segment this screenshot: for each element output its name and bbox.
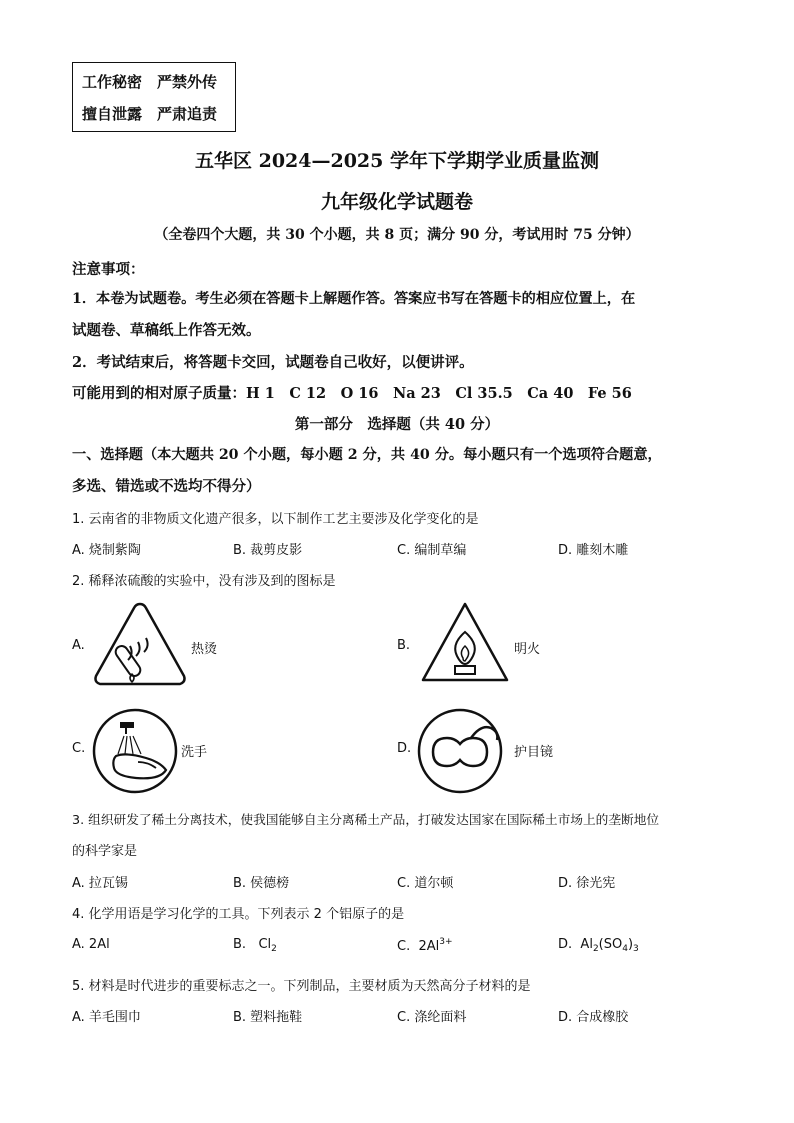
q4-option-b-subscript: 2 (271, 944, 277, 954)
q3-option-a: A. 拉瓦锡 (72, 876, 128, 891)
q4-option-d-close: ) (627, 937, 634, 952)
q1-option-d: D. 雕刻木雕 (558, 543, 629, 558)
q5-stem: 5. 材料是时代进步的重要标志之一。下列制品，主要材质为天然高分子材料的是 (72, 979, 531, 994)
q4-option-d (558, 937, 639, 954)
q4-option-d-subscript-2: 4 (622, 944, 628, 954)
q4-option-d-formula: Al (580, 937, 593, 952)
q5-option-b: B. 塑料拖鞋 (233, 1010, 303, 1025)
q2-option-b-label: 明火 (514, 642, 541, 657)
q5-option-a: A. 羊毛围巾 (72, 1010, 141, 1025)
q1-stem: 1. 云南省的非物质文化遗产很多，以下制作工艺主要涉及化学变化的是 (72, 512, 479, 527)
q4-option-d-subscript-3: 3 (633, 944, 639, 954)
note-1-line-2: 试题卷、草稿纸上作答无效。 (72, 322, 261, 339)
q4-option-b (233, 937, 277, 954)
open-flame-warning-icon (419, 600, 511, 686)
q2-stem: 2. 稀释浓硫酸的实验中，没有涉及到的图标是 (72, 574, 336, 589)
section1-line-1: 一、选择题（本大题共 20 个小题，每小题 2 分，共 40 分。每小题只有一个选项符合题意， (72, 447, 662, 463)
q1-option-a: A. 烧制紫陶 (72, 543, 141, 558)
q5-option-d: D. 合成橡胶 (558, 1010, 629, 1025)
exam-subject-title: 九年级化学试题卷 (320, 191, 473, 213)
q3-option-c: C. 道尔顿 (397, 876, 454, 891)
q4-option-d-paren: (SO (598, 937, 623, 952)
q2-option-d-label: 护目镜 (514, 745, 554, 760)
q2-option-b-letter: B. (397, 638, 411, 653)
q4-option-b-letter: B. (233, 937, 247, 952)
exam-title: 五华区 2024—2025 学年下学期学业质量监测 (195, 150, 599, 172)
q2-option-a-label: 热烫 (191, 642, 218, 657)
confidential-line-1: 工作秘密 严禁外传 (82, 73, 218, 91)
hand-wash-icon (90, 706, 180, 796)
note-1-line-1: 1．本卷为试题卷。考生必须在答题卡上解题作答。答案应书写在答题卡的相应位置上，在 (72, 291, 636, 307)
note-2: 2．考试结束后，将答题卡交回，试题卷自己收好，以便讲评。 (72, 354, 474, 371)
q4-option-d-letter: D. (558, 937, 573, 952)
confidential-line-2: 擅自泄露 严肃追责 (82, 105, 218, 123)
section1-line-2: 多选、错选或不选均不得分） (72, 478, 261, 495)
q3-option-d: D. 徐光宪 (558, 876, 616, 891)
q2-option-a-letter: A. (72, 638, 85, 653)
q4-option-d-subscript-1: 2 (592, 944, 599, 954)
q1-option-c: C. 编制草编 (397, 543, 467, 558)
q2-option-d-letter: D. (397, 741, 412, 756)
q4-stem: 4. 化学用语是学习化学的工具。下列表示 2 个铝原子的是 (72, 907, 405, 922)
q3-stem-line-1: 3. 组织研发了稀土分离技术，使我国能够自主分离稀土产品，打破发达国家在国际稀土市场上的垄断地位 (72, 812, 660, 827)
confidential-box (72, 62, 236, 132)
q4-option-c-formula: 2Al (418, 939, 440, 954)
q3-option-b: B. 侯德榜 (233, 876, 290, 891)
q4-option-c-letter: C. (397, 939, 411, 954)
q5-option-c: C. 涤纶面料 (397, 1010, 467, 1025)
hot-surface-warning-icon (92, 600, 188, 688)
exam-info: （全卷四个大题，共 30 个小题，共 8 页；满分 90 分，考试用时 75 分钟） (154, 227, 640, 243)
q4-option-c-superscript: 3+ (439, 937, 453, 947)
q3-stem-line-2: 的科学家是 (72, 844, 138, 859)
q2-option-c-letter: C. (72, 741, 86, 756)
part1-heading: 第一部分 选择题（共 40 分） (294, 416, 500, 433)
q4-option-c (397, 937, 453, 954)
notes-heading: 注意事项： (72, 261, 145, 278)
q1-option-b: B. 裁剪皮影 (233, 543, 303, 558)
q4-option-b-formula: Cl (258, 937, 272, 952)
safety-goggles-icon (415, 706, 505, 796)
q4-option-a: A. 2Al (72, 937, 110, 952)
atomic-mass-reference: 可能用到的相对原子质量：H 1 C 12 O 16 Na 23 Cl 35.5 Ca 40 Fe 56 (72, 385, 632, 402)
q2-option-c-label: 洗手 (181, 745, 208, 760)
